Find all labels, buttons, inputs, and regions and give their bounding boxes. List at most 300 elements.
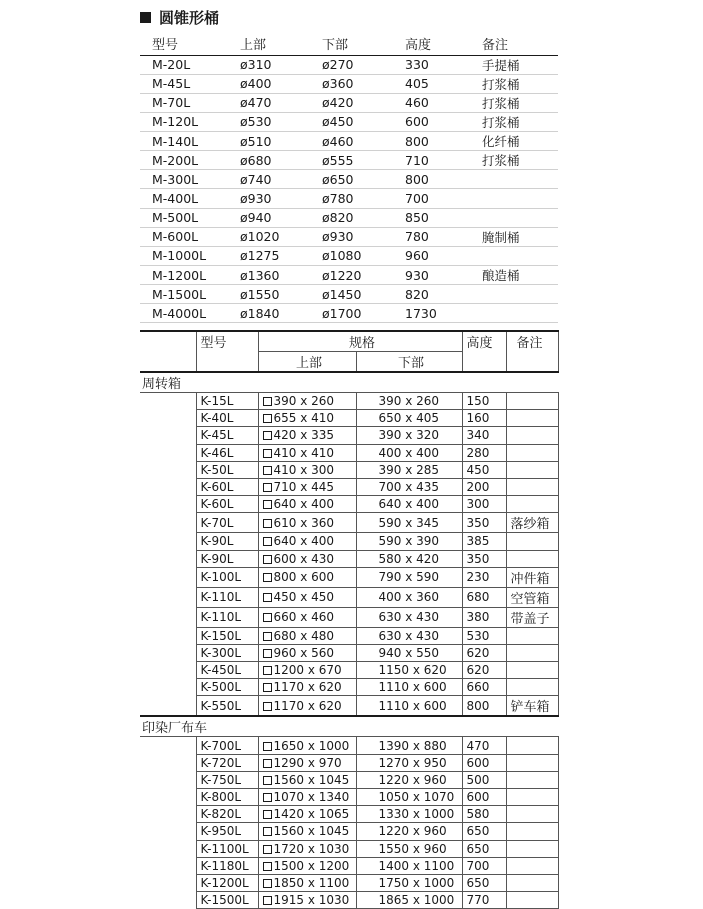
table-row [140, 823, 558, 840]
cell-model: K-70L [196, 513, 258, 533]
square-icon [263, 810, 272, 819]
cell-bottom: 580 x 420 [356, 550, 462, 567]
cell-top-value: 660 x 460 [273, 610, 335, 625]
table-row [140, 550, 558, 567]
square-icon [263, 613, 272, 622]
cell-note: 腌制桶 [470, 227, 558, 246]
square-icon [263, 776, 272, 785]
cell-bottom: ø650 [310, 170, 393, 189]
cell-note [506, 427, 558, 444]
cell-note [506, 771, 558, 788]
cell-height: 850 [393, 208, 470, 227]
table-header-row [140, 331, 558, 352]
cell-height: 340 [462, 427, 506, 444]
cell-top: ø1020 [228, 227, 310, 246]
cell-note: 打浆桶 [470, 151, 558, 170]
cell-top: ø1550 [228, 285, 310, 304]
cell-top-value: 390 x 260 [273, 394, 335, 409]
row-indent [140, 737, 196, 754]
cell-model: M-200L [140, 151, 228, 170]
table-row [140, 496, 558, 513]
cell-top-value: 1500 x 1200 [273, 858, 350, 873]
cell-height: 800 [393, 132, 470, 151]
table-row [140, 170, 558, 189]
cell-model: K-110L [196, 587, 258, 607]
row-indent [140, 461, 196, 478]
cell-top [258, 533, 356, 550]
cell-bottom: ø1220 [310, 266, 393, 285]
cell-note: 冲件箱 [506, 567, 558, 587]
cell-model: K-720L [196, 754, 258, 771]
cell-note [506, 393, 558, 410]
table-row [140, 587, 558, 607]
header-bottom: 下部 [310, 33, 393, 55]
cell-model: M-1000L [140, 246, 228, 265]
square-icon [263, 500, 272, 509]
cell-top-value: 640 x 400 [273, 497, 335, 512]
cell-model: M-70L [140, 93, 228, 112]
cell-model: K-800L [196, 789, 258, 806]
cell-bottom: 630 x 430 [356, 607, 462, 627]
table-row [140, 304, 558, 323]
table-row [140, 285, 558, 304]
cell-height: 930 [393, 266, 470, 285]
cell-model: M-1500L [140, 285, 228, 304]
cell-top [258, 696, 356, 717]
cell-top [258, 679, 356, 696]
cell-height: 1730 [393, 304, 470, 323]
cell-note [506, 857, 558, 874]
square-icon [263, 632, 272, 641]
cell-height: 680 [462, 587, 506, 607]
row-indent [140, 550, 196, 567]
table-row [140, 806, 558, 823]
table-row [140, 662, 558, 679]
square-icon [263, 793, 272, 802]
cell-top-value: 655 x 410 [273, 411, 335, 426]
square-icon [263, 862, 272, 871]
cell-height: 650 [462, 840, 506, 857]
row-indent [140, 679, 196, 696]
cell-bottom: 590 x 390 [356, 533, 462, 550]
table-row [140, 393, 558, 410]
cell-model: K-750L [196, 771, 258, 788]
cell-model: K-100L [196, 567, 258, 587]
square-icon [263, 845, 272, 854]
cell-top [258, 874, 356, 891]
cell-note: 落纱箱 [506, 513, 558, 533]
cell-bottom: 1865 x 1000 [356, 892, 462, 909]
cell-top: ø310 [228, 55, 310, 74]
cell-height: 230 [462, 567, 506, 587]
cell-bottom: ø1700 [310, 304, 393, 323]
cell-height: 820 [393, 285, 470, 304]
cell-top [258, 857, 356, 874]
cell-height: 530 [462, 627, 506, 644]
table-row [140, 427, 558, 444]
cell-note [506, 410, 558, 427]
cell-height: 160 [462, 410, 506, 427]
cell-note [506, 823, 558, 840]
cell-note [506, 874, 558, 891]
cell-note: 打浆桶 [470, 112, 558, 131]
cell-bottom: 940 x 550 [356, 644, 462, 661]
cell-model: M-45L [140, 74, 228, 93]
cell-model: K-550L [196, 696, 258, 717]
cell-top-value: 1200 x 670 [273, 663, 342, 678]
square-icon [263, 537, 272, 546]
table-row [140, 533, 558, 550]
cell-top-value: 1420 x 1065 [273, 807, 350, 822]
row-indent [140, 754, 196, 771]
cell-bottom: 1550 x 960 [356, 840, 462, 857]
cell-bottom: 390 x 260 [356, 393, 462, 410]
square-icon [263, 742, 272, 751]
cell-bottom: 1110 x 600 [356, 696, 462, 717]
square-icon [263, 896, 272, 905]
cell-top: ø1840 [228, 304, 310, 323]
table-header-row [140, 33, 558, 55]
square-icon [263, 649, 272, 658]
cell-top [258, 644, 356, 661]
cell-height: 450 [462, 461, 506, 478]
header-top: 上部 [228, 33, 310, 55]
row-indent [140, 587, 196, 607]
cell-note [470, 170, 558, 189]
cell-bottom: 1110 x 600 [356, 679, 462, 696]
cell-bottom: 1400 x 1100 [356, 857, 462, 874]
cell-top [258, 789, 356, 806]
cell-bottom: 390 x 285 [356, 461, 462, 478]
square-icon [263, 555, 272, 564]
cell-top-value: 960 x 560 [273, 645, 335, 660]
header-height: 高度 [462, 331, 506, 372]
table-row [140, 679, 558, 696]
cell-top: ø1275 [228, 246, 310, 265]
table-row [140, 93, 558, 112]
cell-height: 710 [393, 151, 470, 170]
header-spec: 规格 [258, 331, 462, 352]
cell-height: 770 [462, 892, 506, 909]
table-row [140, 478, 558, 495]
row-indent [140, 513, 196, 533]
section-title-text: 圆锥形桶 [159, 8, 220, 27]
cell-note: 空管箱 [506, 587, 558, 607]
cell-bottom: 700 x 435 [356, 478, 462, 495]
cell-top: ø400 [228, 74, 310, 93]
cell-top [258, 567, 356, 587]
cell-height: 780 [393, 227, 470, 246]
cell-top-value: 1850 x 1100 [273, 876, 350, 891]
cell-top-value: 610 x 360 [273, 515, 335, 530]
table-row [140, 771, 558, 788]
cell-bottom: 630 x 430 [356, 627, 462, 644]
header-bottom: 下部 [356, 352, 462, 373]
cell-top: ø930 [228, 189, 310, 208]
cell-model: M-4000L [140, 304, 228, 323]
square-icon [263, 702, 272, 711]
row-indent [140, 662, 196, 679]
cell-bottom: 1220 x 960 [356, 771, 462, 788]
cell-height: 330 [393, 55, 470, 74]
square-icon [263, 519, 272, 528]
cell-note [470, 189, 558, 208]
table-row [140, 208, 558, 227]
square-icon [263, 483, 272, 492]
cell-model: K-500L [196, 679, 258, 696]
row-indent [140, 567, 196, 587]
cell-height: 200 [462, 478, 506, 495]
square-icon [263, 431, 272, 440]
cell-top: ø470 [228, 93, 310, 112]
cell-height: 460 [393, 93, 470, 112]
cell-note: 铲车箱 [506, 696, 558, 717]
cell-note [470, 246, 558, 265]
table-row [140, 607, 558, 627]
section-title [140, 7, 219, 27]
header-note: 备注 [470, 33, 558, 55]
square-icon [263, 414, 272, 423]
cell-height: 660 [462, 679, 506, 696]
table-row [140, 132, 558, 151]
cell-top: ø940 [228, 208, 310, 227]
cell-top [258, 461, 356, 478]
cell-note [506, 461, 558, 478]
row-indent [140, 496, 196, 513]
cell-top [258, 771, 356, 788]
row-indent [140, 874, 196, 891]
cell-model: K-1200L [196, 874, 258, 891]
cell-top-value: 1290 x 970 [273, 755, 342, 770]
cell-bottom: 590 x 345 [356, 513, 462, 533]
cell-model: K-45L [196, 427, 258, 444]
row-indent [140, 393, 196, 410]
cell-bottom: ø1450 [310, 285, 393, 304]
cell-top [258, 427, 356, 444]
cell-height: 650 [462, 823, 506, 840]
cell-height: 280 [462, 444, 506, 461]
cell-top [258, 550, 356, 567]
cell-bottom: ø270 [310, 55, 393, 74]
cell-note: 带盖子 [506, 607, 558, 627]
cell-model: K-150L [196, 627, 258, 644]
cell-top [258, 823, 356, 840]
cell-top-value: 1915 x 1030 [273, 893, 350, 908]
cell-model: M-600L [140, 227, 228, 246]
square-icon [263, 449, 272, 458]
cell-note: 打浆桶 [470, 74, 558, 93]
cell-top-value: 420 x 335 [273, 428, 335, 443]
cell-model: M-140L [140, 132, 228, 151]
cell-note [506, 892, 558, 909]
cell-top [258, 587, 356, 607]
header-top: 上部 [258, 352, 356, 373]
table-row [140, 567, 558, 587]
cell-top-value: 410 x 300 [273, 462, 335, 477]
cell-model: K-110L [196, 607, 258, 627]
row-indent [140, 627, 196, 644]
cell-bottom: 1220 x 960 [356, 823, 462, 840]
table-row [140, 644, 558, 661]
cell-note [506, 737, 558, 754]
cell-top: ø1360 [228, 266, 310, 285]
cell-model: K-40L [196, 410, 258, 427]
cell-top: ø680 [228, 151, 310, 170]
cell-bottom: 1390 x 880 [356, 737, 462, 754]
cell-note: 化纤桶 [470, 132, 558, 151]
cell-bottom: ø930 [310, 227, 393, 246]
cell-top [258, 478, 356, 495]
cell-note: 手提桶 [470, 55, 558, 74]
cell-height: 700 [393, 189, 470, 208]
cell-top-value: 1070 x 1340 [273, 790, 350, 805]
table-row [140, 55, 558, 74]
cell-note [506, 627, 558, 644]
header-note: 备注 [506, 331, 558, 372]
table-row [140, 74, 558, 93]
row-indent [140, 789, 196, 806]
table-row [140, 627, 558, 644]
cell-note: 打浆桶 [470, 93, 558, 112]
row-indent [140, 857, 196, 874]
table-row [140, 444, 558, 461]
cell-height: 600 [393, 112, 470, 131]
cell-model: K-60L [196, 478, 258, 495]
group-label: 印染厂布车 [140, 716, 558, 737]
square-bullet-icon [140, 12, 151, 23]
cell-top [258, 444, 356, 461]
cell-model: K-700L [196, 737, 258, 754]
cell-height: 350 [462, 513, 506, 533]
square-icon [263, 466, 272, 475]
cell-model: K-60L [196, 496, 258, 513]
group-label: 周转箱 [140, 372, 558, 393]
group-row [140, 372, 558, 393]
group-row [140, 716, 558, 737]
cell-top: ø530 [228, 112, 310, 131]
row-indent [140, 607, 196, 627]
cell-top-value: 450 x 450 [273, 590, 335, 605]
table-row [140, 892, 558, 909]
square-icon [263, 666, 272, 675]
row-indent [140, 892, 196, 909]
table-row [140, 737, 558, 754]
row-indent [140, 533, 196, 550]
cell-top [258, 410, 356, 427]
table-row [140, 840, 558, 857]
table-row [140, 151, 558, 170]
cell-model: M-400L [140, 189, 228, 208]
cell-model: K-90L [196, 533, 258, 550]
cell-note [506, 550, 558, 567]
cell-model: K-1500L [196, 892, 258, 909]
table-row [140, 189, 558, 208]
cell-model: K-450L [196, 662, 258, 679]
cell-note [506, 789, 558, 806]
cell-bottom: 400 x 400 [356, 444, 462, 461]
cell-model: K-820L [196, 806, 258, 823]
cell-top [258, 607, 356, 627]
cell-model: K-15L [196, 393, 258, 410]
cell-model: K-1180L [196, 857, 258, 874]
cell-top [258, 892, 356, 909]
table-row [140, 461, 558, 478]
cell-height: 620 [462, 662, 506, 679]
table-row [140, 410, 558, 427]
cell-height: 385 [462, 533, 506, 550]
cell-top [258, 393, 356, 410]
cell-height: 800 [393, 170, 470, 189]
cell-model: K-50L [196, 461, 258, 478]
cell-bottom: 1750 x 1000 [356, 874, 462, 891]
container-table [140, 330, 559, 909]
table-row [140, 513, 558, 533]
table-row [140, 857, 558, 874]
cell-model: K-1100L [196, 840, 258, 857]
cell-height: 300 [462, 496, 506, 513]
cell-height: 500 [462, 771, 506, 788]
table-row [140, 112, 558, 131]
cell-top [258, 840, 356, 857]
cell-note [470, 208, 558, 227]
square-icon [263, 593, 272, 602]
row-indent [140, 478, 196, 495]
cell-note [506, 840, 558, 857]
cell-note [470, 285, 558, 304]
row-indent [140, 644, 196, 661]
cell-model: K-300L [196, 644, 258, 661]
cell-model: M-20L [140, 55, 228, 74]
cell-bottom: ø555 [310, 151, 393, 170]
row-indent [140, 427, 196, 444]
cell-note: 酿造桶 [470, 266, 558, 285]
cell-model: M-120L [140, 112, 228, 131]
cell-model: M-300L [140, 170, 228, 189]
cell-height: 350 [462, 550, 506, 567]
cell-height: 150 [462, 393, 506, 410]
cell-height: 380 [462, 607, 506, 627]
cell-note [506, 478, 558, 495]
cell-bottom: ø420 [310, 93, 393, 112]
cell-height: 800 [462, 696, 506, 717]
row-indent [140, 840, 196, 857]
cell-note [506, 496, 558, 513]
table-row [140, 696, 558, 717]
cell-top [258, 513, 356, 533]
table-row [140, 227, 558, 246]
cell-note [506, 644, 558, 661]
cell-note [506, 806, 558, 823]
row-indent [140, 823, 196, 840]
cell-bottom: 650 x 405 [356, 410, 462, 427]
cell-bottom: ø1080 [310, 246, 393, 265]
square-icon [263, 397, 272, 406]
cell-height: 620 [462, 644, 506, 661]
cell-note [506, 444, 558, 461]
square-icon [263, 759, 272, 768]
cell-bottom: ø820 [310, 208, 393, 227]
cell-bottom: ø460 [310, 132, 393, 151]
cell-height: 405 [393, 74, 470, 93]
cell-top [258, 754, 356, 771]
cell-model: K-46L [196, 444, 258, 461]
cell-note [506, 754, 558, 771]
cell-top: ø740 [228, 170, 310, 189]
table-row [140, 754, 558, 771]
square-icon [263, 827, 272, 836]
cell-height: 600 [462, 789, 506, 806]
cell-top-value: 410 x 410 [273, 445, 335, 460]
